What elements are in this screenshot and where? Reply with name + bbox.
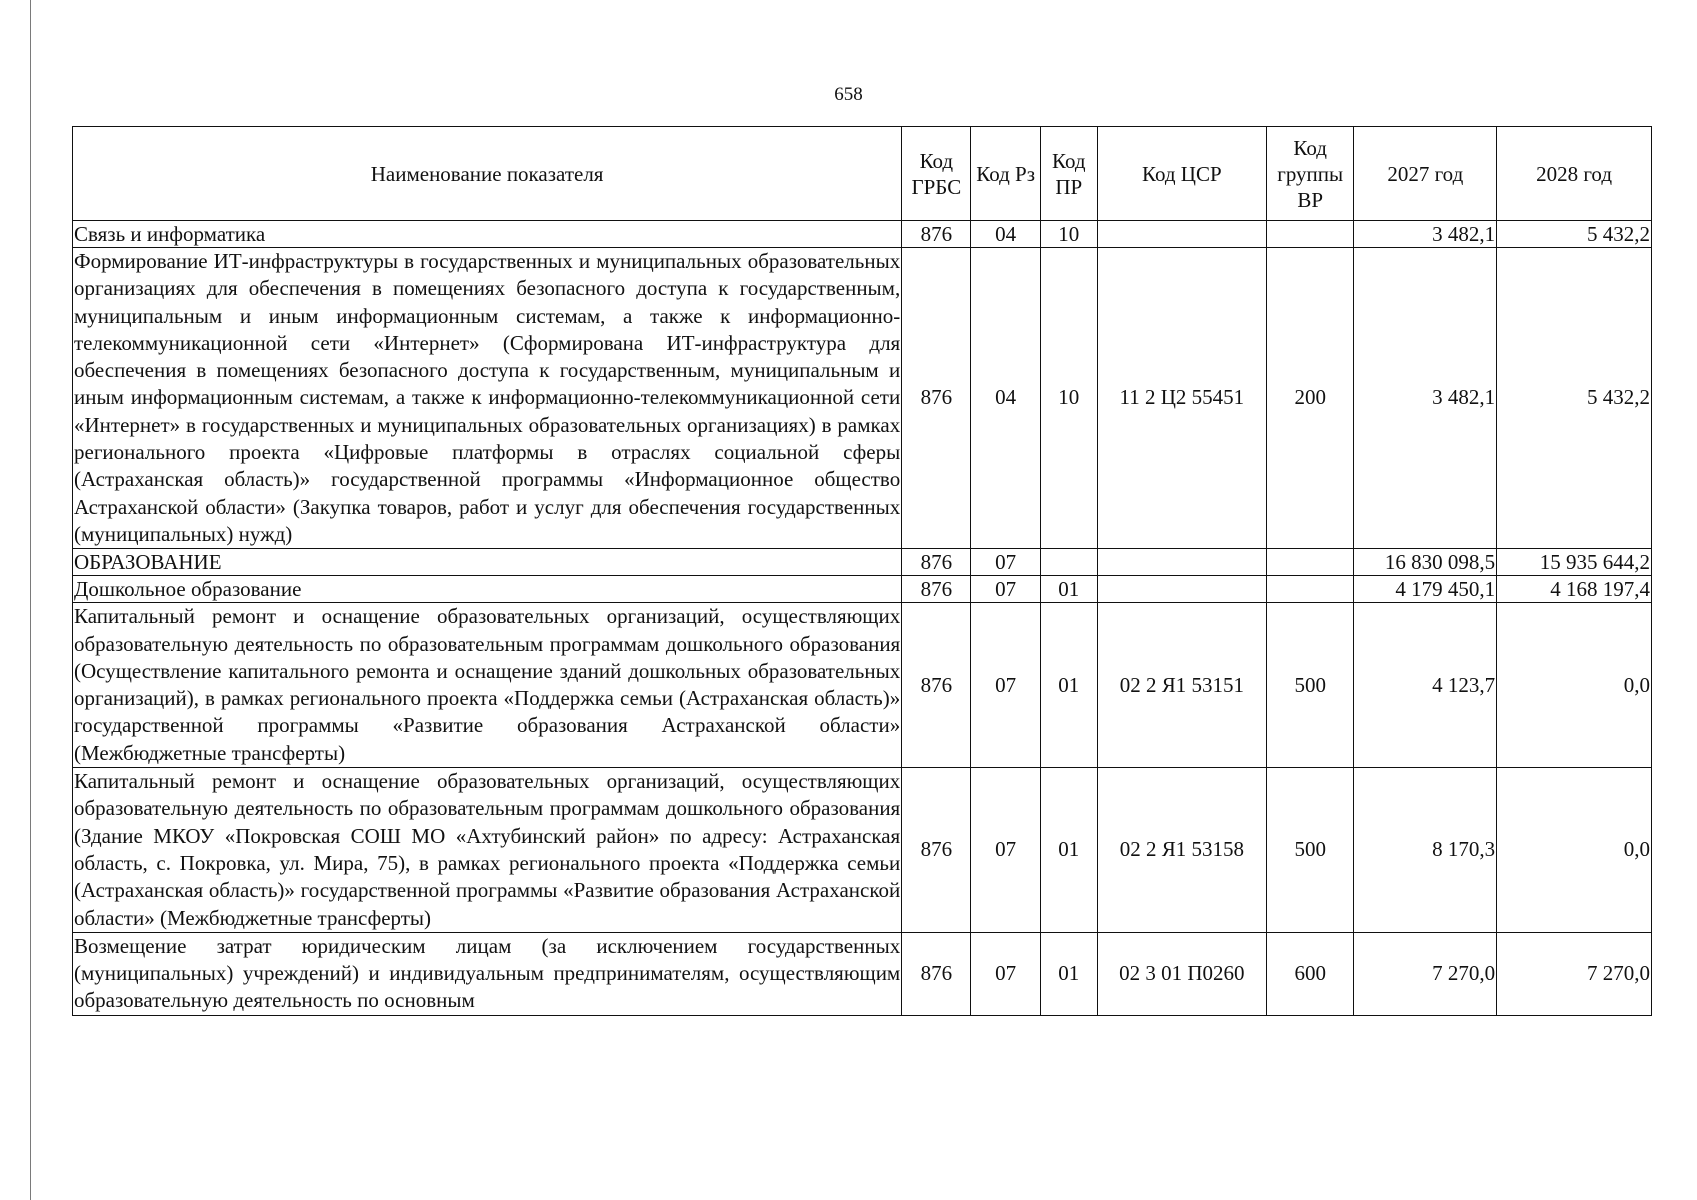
- row-2028: 4 168 197,4: [1497, 576, 1652, 603]
- row-rz: 07: [971, 603, 1040, 768]
- row-grbs: 876: [902, 248, 971, 549]
- row-name: Возмещение затрат юридическим лицам (за исключением государственных (муниципальных) учреждений) и индивидуальным предпринимателям, осуществляющим образовательную деятельность по основным: [73, 932, 902, 1015]
- row-grbs: 876: [902, 932, 971, 1015]
- row-name: Формирование ИТ-инфраструктуры в государственных и муниципальных образовательных организациях для обеспечения в помещениях безопасного доступа к государственным, муниципальным и иным информационным системам, а также к информационно-телекоммуникационной сети «Интернет» (Сформирована ИТ-инфраструктура для обеспечения в помещениях безопасного доступа к государственным, муниципальным и иным информационным системам, а также к информационно-телекоммуникационной сети «Интернет» в государственных и муниципальных образовательных организациях) в рамках регионального проекта «Цифровые платформы в отраслях социальной сферы (Астраханская область)» государственной программы «Информационное общество Астраханской области» (Закупка товаров, работ и услуг для обеспечения государственных (муниципальных) нужд): [73, 248, 902, 549]
- row-vr: 500: [1266, 603, 1354, 768]
- table-row: [73, 248, 1652, 549]
- row-vr: [1266, 549, 1354, 576]
- table-row: [73, 768, 1652, 933]
- row-2027: 16 830 098,5: [1354, 549, 1497, 576]
- row-pr: 01: [1040, 576, 1097, 603]
- table-row: [73, 549, 1652, 576]
- row-name: Связь и информатика: [73, 221, 902, 248]
- row-csr: 02 2 Я1 53158: [1097, 768, 1266, 933]
- row-pr: 01: [1040, 932, 1097, 1015]
- page-number: 658: [834, 84, 863, 105]
- row-grbs: 876: [902, 576, 971, 603]
- row-vr: 200: [1266, 248, 1354, 549]
- row-rz: 07: [971, 549, 1040, 576]
- row-name: Капитальный ремонт и оснащение образовательных организаций, осуществляющих образовательную деятельность по образовательным программам дошкольного образования (Осуществление капитального ремонта и оснащение зданий дошкольных образовательных организаций), в рамках регионального проекта «Поддержка семьи (Астраханская область)» государственной программы «Развитие образования Астраханской области» (Межбюджетные трансферты): [73, 603, 902, 768]
- row-grbs: 876: [902, 768, 971, 933]
- row-vr: [1266, 576, 1354, 603]
- row-rz: 04: [971, 221, 1040, 248]
- row-pr: 01: [1040, 768, 1097, 933]
- row-2028: 5 432,2: [1497, 221, 1652, 248]
- row-2028: 7 270,0: [1497, 932, 1652, 1015]
- row-csr: [1097, 549, 1266, 576]
- row-2028: 5 432,2: [1497, 248, 1652, 549]
- row-2027: 7 270,0: [1354, 932, 1497, 1015]
- header-name: Наименование показателя: [73, 127, 902, 221]
- header-vr: Код группы ВР: [1266, 127, 1354, 221]
- header-2027: 2027 год: [1354, 127, 1497, 221]
- table-header-row: [73, 127, 1652, 221]
- margin-line: [30, 0, 31, 1200]
- row-csr: [1097, 576, 1266, 603]
- row-2028: 0,0: [1497, 768, 1652, 933]
- row-pr: 01: [1040, 603, 1097, 768]
- row-name: Капитальный ремонт и оснащение образовательных организаций, осуществляющих образовательную деятельность по образовательным программам дошкольного образования (Здание МКОУ «Покровская СОШ МО «Ахтубинский район» по адресу: Астраханская область, с. Покровка, ул. Мира, 75), в рамках регионального проекта «Поддержка семьи (Астраханская область)» государственной программы «Развитие образования Астраханской области» (Межбюджетные трансферты): [73, 768, 902, 933]
- row-csr: 02 3 01 П0260: [1097, 932, 1266, 1015]
- header-csr: Код ЦСР: [1097, 127, 1266, 221]
- budget-table: [72, 126, 1652, 1016]
- header-2028: 2028 год: [1497, 127, 1652, 221]
- row-2027: 4 123,7: [1354, 603, 1497, 768]
- row-2027: 4 179 450,1: [1354, 576, 1497, 603]
- row-grbs: 876: [902, 603, 971, 768]
- row-grbs: 876: [902, 549, 971, 576]
- row-2027: 8 170,3: [1354, 768, 1497, 933]
- header-pr: Код ПР: [1040, 127, 1097, 221]
- row-vr: [1266, 221, 1354, 248]
- row-csr: 11 2 Ц2 55451: [1097, 248, 1266, 549]
- row-2027: 3 482,1: [1354, 248, 1497, 549]
- row-pr: [1040, 549, 1097, 576]
- row-rz: 04: [971, 248, 1040, 549]
- row-vr: 600: [1266, 932, 1354, 1015]
- header-rz: Код Рз: [971, 127, 1040, 221]
- row-2027: 3 482,1: [1354, 221, 1497, 248]
- row-rz: 07: [971, 932, 1040, 1015]
- row-pr: 10: [1040, 248, 1097, 549]
- row-csr: [1097, 221, 1266, 248]
- table-row: [73, 603, 1652, 768]
- row-2028: 15 935 644,2: [1497, 549, 1652, 576]
- row-2028: 0,0: [1497, 603, 1652, 768]
- table-row: [73, 932, 1652, 1015]
- row-grbs: 876: [902, 221, 971, 248]
- table-row: [73, 221, 1652, 248]
- row-name: ОБРАЗОВАНИЕ: [73, 549, 902, 576]
- row-vr: 500: [1266, 768, 1354, 933]
- row-csr: 02 2 Я1 53151: [1097, 603, 1266, 768]
- row-pr: 10: [1040, 221, 1097, 248]
- row-rz: 07: [971, 768, 1040, 933]
- header-grbs: Код ГРБС: [902, 127, 971, 221]
- row-rz: 07: [971, 576, 1040, 603]
- table-row: [73, 576, 1652, 603]
- row-name: Дошкольное образование: [73, 576, 902, 603]
